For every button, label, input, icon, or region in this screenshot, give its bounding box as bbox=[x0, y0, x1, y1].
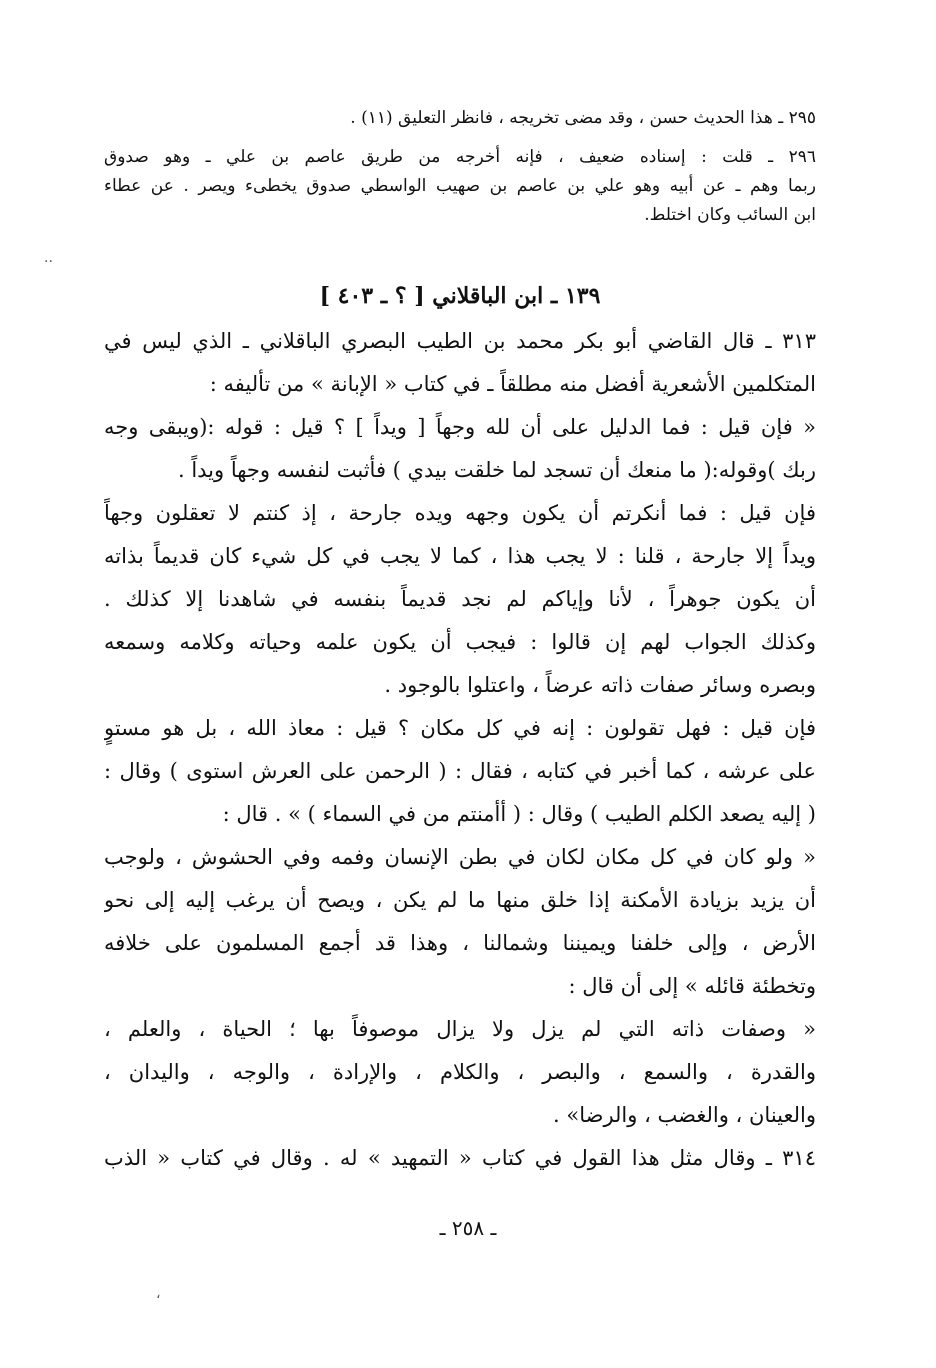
ink-speck: ·· bbox=[44, 254, 53, 270]
text-line: والعينان ، والغضب ، والرضا» . bbox=[553, 1103, 816, 1127]
text-line: وكذلك الجواب لهم إن قالوا : فيجب أن يكون علمه وحياته وكلامه وسمعه bbox=[104, 630, 816, 654]
text-line: وبصره وسائر صفات ذاته عرضاً ، واعتلوا بالوجود . bbox=[384, 673, 816, 697]
footnote-line: ٢٩٥ ـ هذا الحديث حسن ، وقد مضى تخريجه ، فانظر التعليق (١١) . bbox=[350, 108, 816, 128]
text-line: ربك )وقوله:( ما منعك أن تسجد لما خلقت بيدي ) فأثبت لنفسه وجهاً ويداً . bbox=[177, 458, 816, 482]
footnotes-block bbox=[104, 104, 816, 240]
text-line: والقدرة ، والسمع ، والبصر ، والكلام ، والإرادة ، والوجه ، واليدان ، bbox=[104, 1060, 816, 1084]
footnote-line: ابن السائب وكان اختلط. bbox=[644, 205, 816, 225]
text-line: « فإن قيل : فما الدليل على أن لله وجهاً [ ويداً ] ؟ قيل : قوله :(ويبقى وجه bbox=[104, 415, 816, 439]
section-heading: ١٣٩ ـ ابن الباقلاني [ ؟ ـ ٤٠٣ ] bbox=[319, 283, 601, 309]
text-line: وتخطئة قائله » إلى أن قال : bbox=[568, 974, 816, 998]
text-line: على عرشه ، كما أخبر في كتابه ، فقال : ( الرحمن على العرش استوى ) وقال : bbox=[104, 759, 816, 783]
main-text bbox=[104, 320, 816, 1180]
text-line: أن يزيد بزيادة الأمكنة إذا خلق منها ما لم يكن ، ويصح أن يرغب إليه إلى نحو bbox=[104, 888, 816, 912]
text-line: ( إليه يصعد الكلم الطيب ) وقال : ( أأمنتم من في السماء ) » . قال : bbox=[222, 802, 816, 826]
footnote-295 bbox=[104, 104, 816, 133]
text-line: « وصفات ذاته التي لم يزل ولا يزال موصوفاً بها ؛ الحياة ، والعلم ، bbox=[104, 1017, 816, 1041]
footnote-line: ربما وهم ـ عن أبيه وهو علي بن عاصم بن صهيب الواسطي صدوق يخطىء ويصر . عن عطاء bbox=[104, 176, 816, 196]
text-line: فإن قيل : فهل تقولون : إنه في كل مكان ؟ قيل : معاذ الله ، بل هو مستوٍ bbox=[104, 716, 816, 740]
footnote-line: ٢٩٦ ـ قلت : إسناده ضعيف ، فإنه أخرجه من طريق عاصم بن علي ـ وهو صدوق bbox=[104, 147, 816, 167]
text-line: ٣١٤ ـ وقال مثل هذا القول في كتاب « التمهيد » له . وقال في كتاب « الذب bbox=[104, 1146, 816, 1170]
text-line: ويداً إلا جارحة ، قلنا : لا يجب هذا ، كما لا يجب في كل شيء كان قديماً بذاته bbox=[104, 544, 816, 568]
text-line: فإن قيل : فما أنكرتم أن يكون وجهه ويده جارحة ، إذ كنتم لا تعقلون وجهاً bbox=[104, 501, 816, 525]
text-line: المتكلمين الأشعرية أفضل منه مطلقاً ـ في كتاب « الإبانة » من تأليفه : bbox=[209, 372, 816, 396]
text-line: ٣١٣ ـ قال القاضي أبو بكر محمد بن الطيب البصري الباقلاني ـ الذي ليس في bbox=[104, 329, 816, 353]
text-line: « ولو كان في كل مكان لكان في بطن الإنسان وفمه وفي الحشوش ، ولوجب bbox=[104, 845, 816, 869]
ink-speck: ، bbox=[156, 1286, 161, 1302]
page-number: ـ ٢٥٨ ـ bbox=[439, 1216, 497, 1240]
text-line: الأرض ، وإلى خلفنا ويميننا وشمالنا ، وهذا قد أجمع المسلمون على خلافه bbox=[104, 931, 816, 955]
text-line: أن يكون جوهراً ، لأنا وإياكم لم نجد قديماً بنفسه في شاهدنا إلا كذلك . bbox=[104, 587, 816, 611]
footnote-296 bbox=[104, 143, 816, 230]
